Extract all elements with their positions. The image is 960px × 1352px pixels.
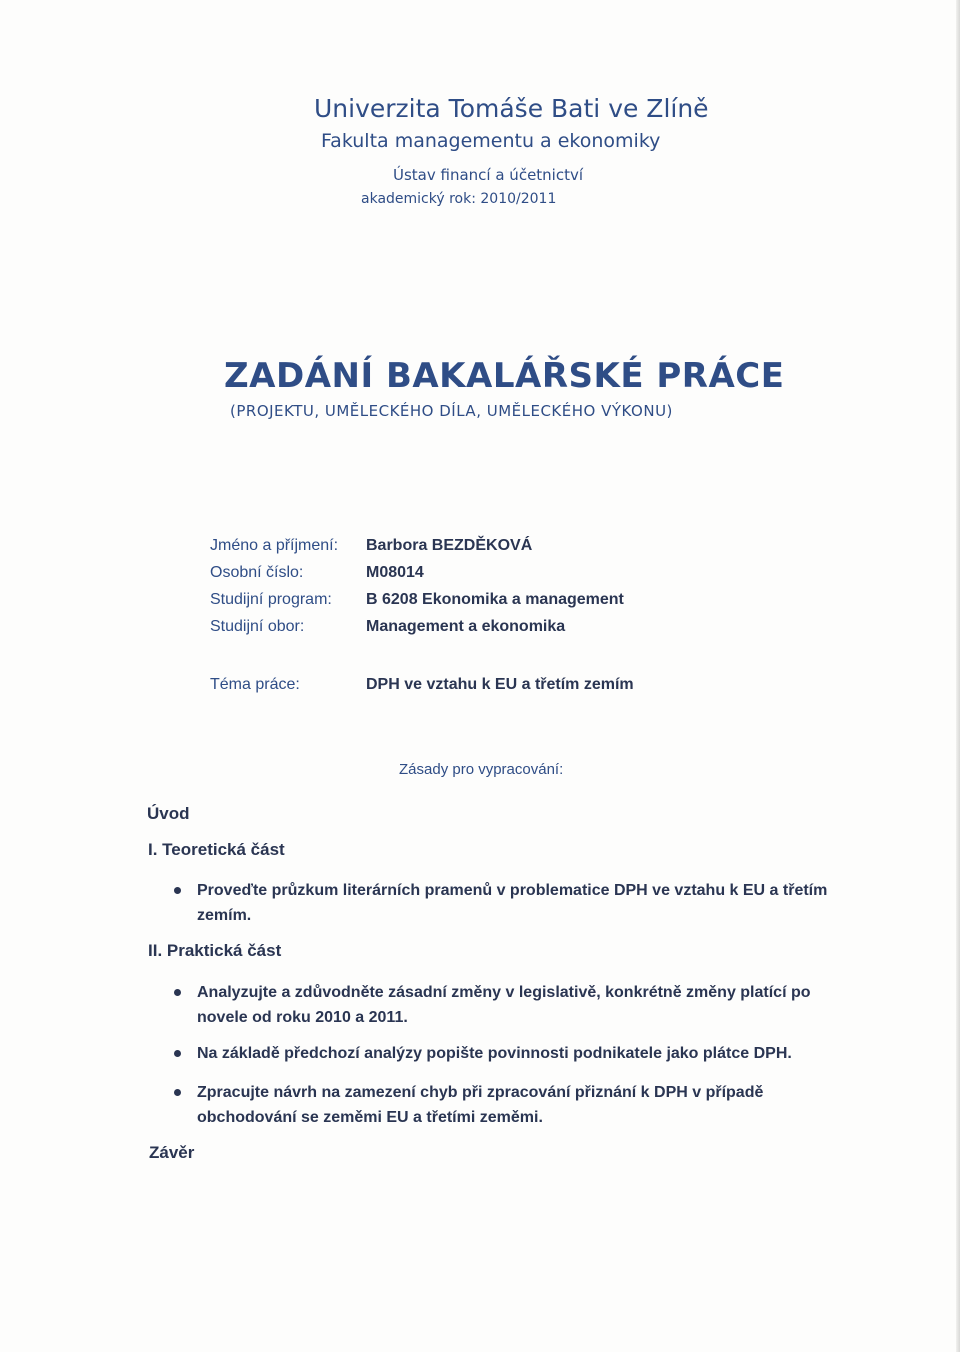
field-value-study-field: Management a ekonomika (366, 618, 566, 635)
page-edge-shadow (956, 0, 960, 1352)
principles-heading: Zásady pro vypracování: (399, 761, 564, 778)
list-item-text: Zpracujte návrh na zamezení chyb při zpracování přiznání k DPH v případě obchodování se zeměmi EU a třetími zeměmi. (197, 1084, 764, 1126)
list-item-text: Proveďte průzkum literárních pramenů v problematice DPH ve vztahu k EU a třetím zemím. (197, 882, 828, 924)
field-value-personal-number: M08014 (366, 564, 424, 581)
document-subtitle: (PROJEKTU, UMĚLECKÉHO DÍLA, UMĚLECKÉHO VÝKONU) (230, 402, 673, 420)
list-item-text: Na základě předchozí analýzy popište povinnosti podnikatele jako plátce DPH. (197, 1045, 792, 1062)
academic-year: akademický rok: 2010/2011 (361, 191, 557, 207)
field-label-personal-number: Osobní číslo: (210, 564, 304, 581)
field-value-study-program: B 6208 Ekonomika a management (366, 591, 624, 608)
bullet-icon (174, 1089, 181, 1096)
bullet-icon (174, 887, 181, 894)
list-item-text: Analyzujte a zdůvodněte zásadní změny v legislativě, konkrétně změny platící po novele od roku 2010 a 2011. (197, 984, 811, 1026)
document-title: ZADÁNÍ BAKALÁŘSKÉ PRÁCE (224, 356, 785, 396)
field-label-study-field: Studijní obor: (210, 618, 305, 635)
section-intro: Úvod (147, 804, 190, 823)
faculty-name: Fakulta managementu a ekonomiky (321, 130, 661, 152)
section-practice: II. Praktická část (148, 941, 282, 960)
bullet-icon (174, 989, 181, 996)
field-value-name: Barbora BEZDĚKOVÁ (366, 537, 533, 554)
bullet-icon (174, 1050, 181, 1057)
institute-name: Ústav financí a účetnictví (393, 166, 584, 184)
field-label-topic: Téma práce: (210, 676, 300, 693)
field-label-study-program: Studijní program: (210, 591, 332, 608)
section-conclusion: Závěr (149, 1143, 195, 1162)
field-label-name: Jméno a příjmení: (210, 537, 339, 554)
university-name: Univerzita Tomáše Bati ve Zlíně (314, 94, 709, 123)
field-value-topic: DPH ve vztahu k EU a třetím zemím (366, 676, 634, 693)
section-theory: I. Teoretická část (148, 840, 285, 859)
